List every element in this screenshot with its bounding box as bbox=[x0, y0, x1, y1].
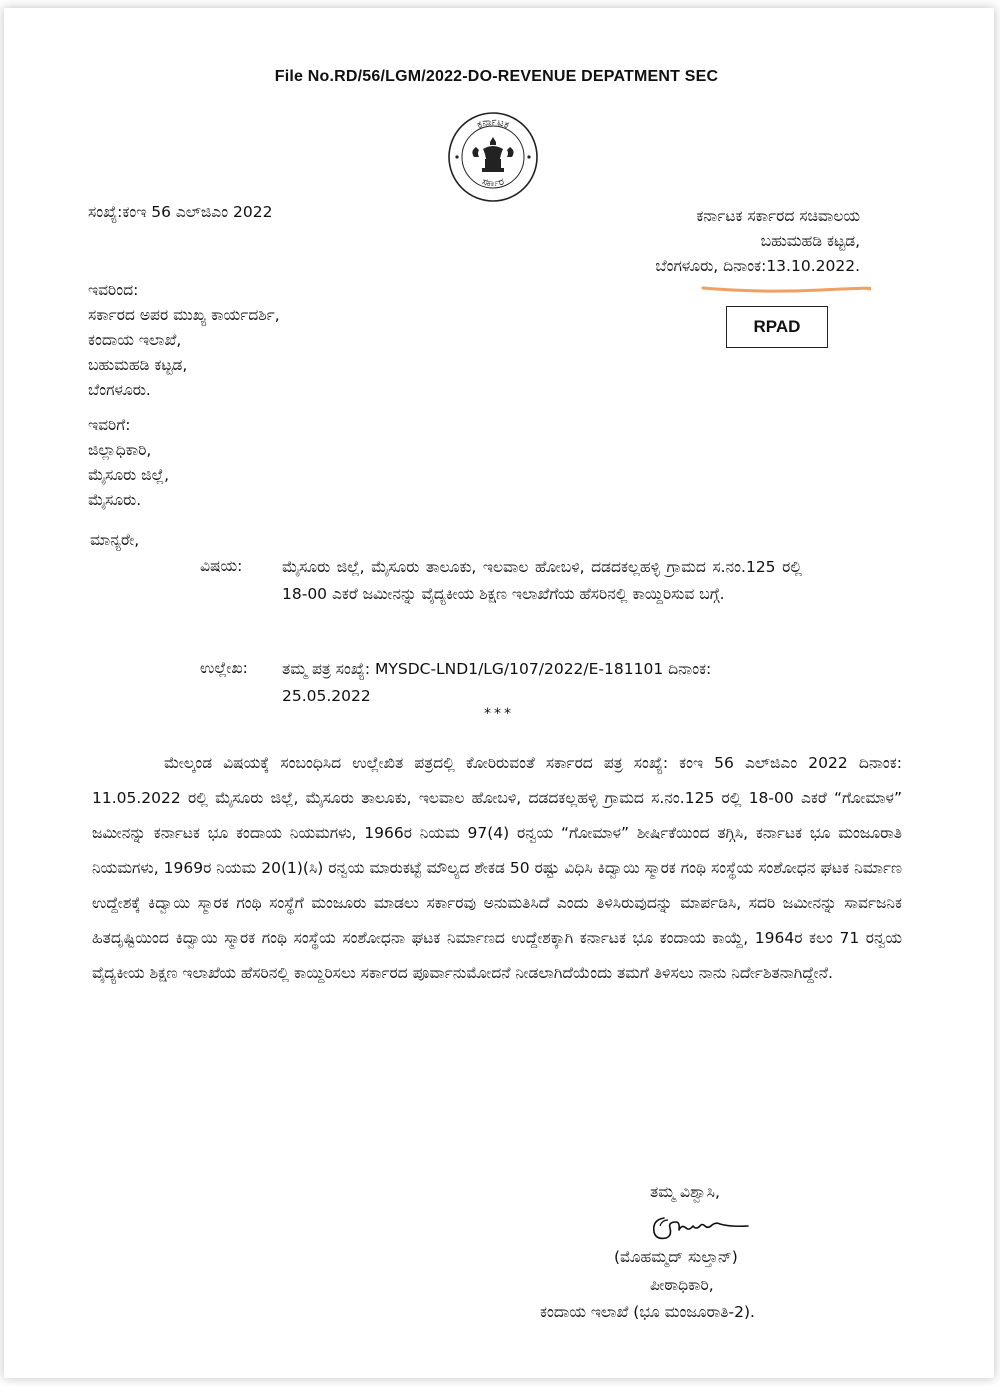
karnataka-seal-icon bbox=[447, 111, 539, 203]
office-date: ಬೆಂಗಳೂರು, ದಿನಾಂಕ:13.10.2022. bbox=[655, 257, 860, 275]
to-line: ಜಿಲ್ಲಾಧಿಕಾರಿ, bbox=[88, 441, 152, 459]
signatory-designation: ಪೀಠಾಧಿಕಾರಿ, bbox=[650, 1276, 714, 1294]
signatory-name: (ಮೊಹಮ್ಮದ್ ಸುಲ್ತಾನ್) bbox=[614, 1248, 738, 1266]
office-line-1: ಕರ್ನಾಟಕ ಸರ್ಕಾರದ ಸಚಿವಾಲಯ bbox=[696, 207, 860, 225]
from-line: ಬೆಂಗಳೂರು. bbox=[88, 381, 151, 399]
subject-text: ಮೈಸೂರು ಜಿಲ್ಲೆ, ಮೈಸೂರು ತಾಲೂಕು, ಇಲವಾಲ ಹೋಬಳಿ, ದಡದಕಲ್ಲಹಳ್ಳಿ ಗ್ರಾಮದ ಸ.ನಂ.125 ರಲ್ಲಿ 18-00 ಎಕರೆ ಜಮೀನನ್ನು ವೈದ್ಯಕೀಯ ಶಿಕ್ಷಣ ಇಲಾಖೆಗೆಯ ಹೆಸರಿನಲ್ಲಿ ಕಾಯ್ದಿರಿಸುವ ಬಗ್ಗೆ. bbox=[282, 558, 802, 603]
seal-text-top: ಕರ್ನಾಟಕ bbox=[475, 116, 511, 132]
svg-text:ಕರ್ನಾಟಕ bbox=[476, 116, 511, 131]
reference-label: ಉಲ್ಲೇಖ: bbox=[200, 659, 248, 677]
from-line: ಸರ್ಕಾರದ ಅಪರ ಮುಖ್ಯ ಕಾರ್ಯದರ್ಶಿ, bbox=[88, 306, 280, 324]
from-label: ಇವರಿಂದ: bbox=[88, 281, 139, 299]
office-line-2: ಬಹುಮಹಡಿ ಕಟ್ಟಡ, bbox=[760, 232, 860, 250]
body-paragraph: ಮೇಲ್ಕಂಡ ವಿಷಯಕ್ಕೆ ಸಂಬಂಧಿಸಿದ ಉಲ್ಲೇಖಿತ ಪತ್ರದಲ್ಲಿ ಕೋರಿರುವಂತೆ ಸರ್ಕಾರದ ಪತ್ರ ಸಂಖ್ಯೆ: ಕಂಇ 56 ಎಲ್‌ಜಿಎಂ 2022 ದಿನಾಂಕ: 11.05.2022 ರಲ್ಲಿ ಮೈಸೂರು ಜಿಲ್ಲೆ, ಮೈಸೂರು ತಾಲೂಕು, ಇಲವಾಲ ಹೋಬಳಿ, ದಡದಕಲ್ಲಹಳ್ಳಿ ಗ್ರಾಮದ ಸ.ನಂ.125 ರಲ್ಲಿ 18-00 ಎಕರೆ “ಗೋಮಾಳ” ಜಮೀನನ್ನು ಕರ್ನಾಟಕ ಭೂ ಕಂದಾಯ ನಿಯಮಗಳು, 1966ರ ನಿಯಮ 97(4) ರನ್ವಯ “ಗೋಮಾಳ” ಶೀರ್ಷಿಕೆಯಿಂದ ತಗ್ಗಿಸಿ, ಕರ್ನಾಟಕ ಭೂ ಮಂಜೂರಾತಿ ನಿಯಮಗಳು, 1969ರ ನಿಯಮ 20(1)(ಸಿ) ರನ್ವಯ ಮಾರುಕಟ್ಟೆ ಮೌಲ್ಯದ ಶೇಕಡ 50 ರಷ್ಟು ವಿಧಿಸಿ ಕಿದ್ವಾಯಿ ಸ್ಮಾರಕ ಗಂಥಿ ಸಂಸ್ಥೆಯ ಸಂಶೋಧನ ಘಟಕ ನಿರ್ಮಾಣ ಉದ್ದೇಶಕ್ಕೆ ಕಿದ್ವಾಯಿ ಸ್ಮಾರಕ ಗಂಥಿ ಸಂಸ್ಥೆಗೆ ಮಂಜೂರು ಮಾಡಲು ಸರ್ಕಾರವು ಅನುಮತಿಸಿದೆ ಎಂದು ತಿಳಿಸಿರುವುದನ್ನು ಮಾರ್ಪಡಿಸಿ, ಸದರಿ ಜಮೀನನ್ನು ಸಾರ್ವಜನಿಕ ಹಿತದೃಷ್ಟಿಯಿಂದ ಕಿದ್ವಾಯಿ ಸ್ಮಾರಕ ಗಂಥಿ ಸಂಸ್ಥೆಯ ಸಂಶೋಧನಾ ಘಟಕ ನಿರ್ಮಾಣದ ಉದ್ದೇಶಕ್ಕಾಗಿ ಕರ್ನಾಟಕ ಭೂ ಕಂದಾಯ ಕಾಯ್ದೆ, 1964ರ ಕಲಂ 71 ರನ್ವಯ ವೈದ್ಯಕೀಯ ಶಿಕ್ಷಣ ಇಲಾಖೆಯ ಹೆಸರಿನಲ್ಲಿ ಕಾಯ್ದಿರಿಸಲು ಸರ್ಕಾರದ ಪೂರ್ವಾನುಮೋದನೆ ನೀಡಲಾಗಿದೆಯೆಂದು ತಮಗೆ ತಿಳಿಸಲು ನಾನು ನಿರ್ದೇಶಿತನಾಗಿದ್ದೇನೆ. bbox=[92, 754, 902, 982]
office-address bbox=[584, 204, 860, 279]
svg-text:ಸರ್ಕಾರ bbox=[480, 176, 505, 189]
to-line: ಮೈಸೂರು. bbox=[88, 491, 142, 509]
to-block bbox=[88, 413, 169, 513]
closing-yours: ತಮ್ಮ ವಿಶ್ವಾಸಿ, bbox=[650, 1183, 720, 1201]
rpad-box: RPAD bbox=[726, 306, 828, 348]
from-line: ಬಹುಮಹಡಿ ಕಟ್ಟಡ, bbox=[88, 356, 188, 374]
signature-icon bbox=[644, 1206, 784, 1246]
separator: *** bbox=[484, 706, 514, 722]
to-line: ಮೈಸೂರು ಜಿಲ್ಲೆ, bbox=[88, 466, 169, 484]
letter-page bbox=[4, 8, 994, 1378]
to-label: ಇವರಿಗೆ: bbox=[88, 416, 131, 434]
from-line: ಕಂದಾಯ ಇಲಾಖೆ, bbox=[88, 331, 182, 349]
file-number: File No.RD/56/LGM/2022-DO-REVENUE DEPATMENT SEC bbox=[274, 68, 719, 85]
seal-text-bottom: ಸರ್ಕಾರ bbox=[480, 176, 506, 190]
date-highlight-mark bbox=[701, 284, 871, 294]
signatory-department: ಕಂದಾಯ ಇಲಾಖೆ (ಭೂ ಮಂಜೂರಾತಿ-2). bbox=[540, 1303, 755, 1321]
reference-text: ತಮ್ಮ ಪತ್ರ ಸಂಖ್ಯೆ: MYSDC-LND1/LG/107/2022/E-181101 ದಿನಾಂಕ: 25.05.2022 bbox=[282, 660, 712, 705]
from-block bbox=[88, 278, 280, 403]
salutation: ಮಾನ್ಯರೇ, bbox=[90, 531, 140, 549]
subject-label: ವಿಷಯ: bbox=[200, 557, 243, 575]
reference-number: ಸಂಖ್ಯೆ:ಕಂಇ 56 ಎಲ್‌ಜಿಎಂ 2022 bbox=[88, 203, 273, 221]
